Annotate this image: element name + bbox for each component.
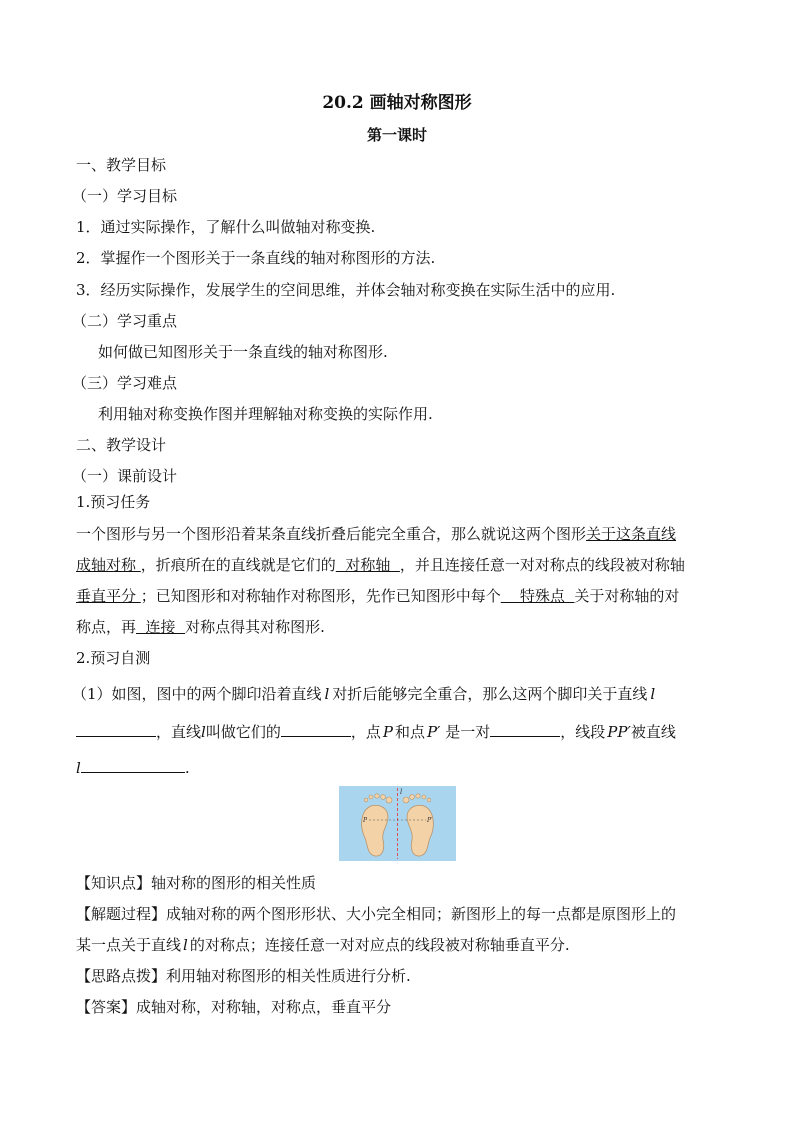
fill-answer: 关于这条直线 (586, 525, 677, 543)
footprints-figure (339, 786, 456, 861)
subheading-learning-goals: （一）学习目标 (72, 187, 178, 205)
thinking-hint: 【思路点拨】利用轴对称图形的相关性质进行分析. (76, 967, 411, 985)
key-point-text: 如何做已知图形关于一条直线的轴对称图形. (98, 343, 388, 361)
axis-label: l (400, 788, 403, 796)
answer-blank (76, 721, 156, 737)
question-1-line-3: l . (76, 759, 190, 777)
page-title: 20.2 画轴对称图形 (322, 93, 472, 113)
preview-paragraph-line-3: 垂直平分 ；已知图形和对称轴作对称图形，先作已知图形中每个 特殊点 关于对称轴的对 (76, 587, 680, 605)
point-p-label: P (363, 817, 368, 824)
section-heading-design: 二、教学设计 (76, 436, 167, 454)
fill-answer: 对称轴 (335, 556, 400, 574)
section-heading-goals: 一、教学目标 (76, 156, 167, 174)
fill-answer: 连接 (136, 618, 186, 636)
preview-paragraph-line-1: 一个图形与另一个图形沿着某条直线折叠后能完全重合，那么就说这两个图形关于这条直线 (76, 525, 677, 543)
knowledge-point: 【知识点】轴对称的图形的相关性质 (76, 874, 317, 892)
left-footprint-icon (362, 794, 392, 856)
subheading-pre-class: （一）课前设计 (72, 467, 178, 485)
difficulty-text: 利用轴对称变换作图并理解轴对称变换的实际作用. (98, 405, 433, 423)
fill-answer: 成轴对称 (76, 556, 141, 574)
subheading-key-point: （二）学习重点 (72, 312, 178, 330)
point-pp-label: P′ (427, 817, 433, 824)
goal-3: 3．经历实际操作，发展学生的空间思维，并体会轴对称变换在实际生活中的应用. (76, 281, 616, 299)
question-1-line-2: ，直线l叫做它们的 ，点 P 和点 P′ 是一对 ，线段 PP′被直线 (76, 721, 676, 742)
solution-process-line-2: 某一点关于直线 l 的对称点；连接任意一对对应点的线段被对称轴垂直平分. (76, 936, 570, 954)
goal-1: 1．通过实际操作，了解什么叫做轴对称变换. (76, 218, 376, 236)
subheading-difficulty: （三）学习难点 (72, 374, 178, 392)
task-heading: 1.预习任务 (76, 493, 151, 511)
answer: 【答案】成轴对称，对称轴，对称点，垂直平分 (76, 998, 392, 1016)
answer-blank (490, 721, 560, 737)
fill-answer: 特殊点 (500, 587, 575, 605)
goal-2: 2．掌握作一个图形关于一条直线的轴对称图形的方法. (76, 249, 436, 267)
right-footprint-icon (403, 794, 433, 856)
solution-process-line-1: 【解题过程】成轴对称的两个图形形状、大小完全相同；新图形上的每一点都是原图形上的 (76, 905, 677, 923)
fill-answer: 垂直平分 (76, 587, 141, 605)
answer-blank (81, 757, 185, 773)
page-subtitle: 第一课时 (366, 126, 427, 144)
preview-paragraph-line-2: 成轴对称 ，折痕所在的直线就是它们的 对称轴 ，并且连接任意一对对称点的线段被对称轴 (76, 556, 685, 574)
question-1-line-1: （1）如图，图中的两个脚印沿着直线 l 对折后能够完全重合，那么这两个脚印关于直线 l (72, 685, 656, 703)
self-test-heading: 2.预习自测 (76, 649, 151, 667)
answer-blank (281, 721, 351, 737)
preview-paragraph-line-4: 称点，再 连接 对称点得其对称图形. (76, 618, 325, 636)
footprints-illustration (339, 786, 456, 861)
